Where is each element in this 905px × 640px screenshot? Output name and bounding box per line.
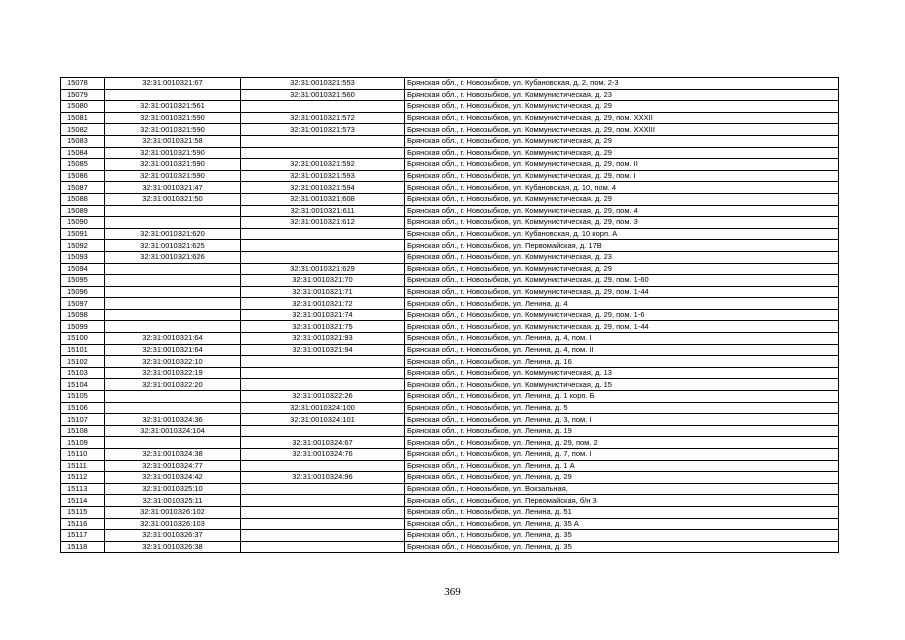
address-cell: Брянская обл., г. Новозыбков, ул. Кубановская, д. 10 корп. А (405, 228, 839, 240)
table-row (61, 135, 839, 147)
parcel-number-cell: 32:31:0010325:11 (105, 495, 241, 507)
table-row (61, 541, 839, 553)
address-cell: Брянская обл., г. Новозыбков, ул. Коммунистическая, д. 15 (405, 379, 839, 391)
parcel-number-cell (105, 217, 241, 229)
table-row (61, 483, 839, 495)
table-row (61, 437, 839, 449)
table-row (61, 78, 839, 90)
object-number-cell (241, 228, 405, 240)
parcel-number-cell: 32:31:0010324:77 (105, 460, 241, 472)
table-row (61, 344, 839, 356)
object-number-cell: 32:31:0010324:101 (241, 414, 405, 426)
table-row (61, 356, 839, 368)
address-cell: Брянская обл., г. Новозыбков, ул. Коммунистическая, д. 29, пом. XXXIII (405, 124, 839, 136)
table-row (61, 205, 839, 217)
row-number-cell: 15095 (61, 275, 105, 287)
row-number-cell: 15108 (61, 425, 105, 437)
row-number-cell: 15084 (61, 147, 105, 159)
object-number-cell (241, 495, 405, 507)
row-number-cell: 15094 (61, 263, 105, 275)
row-number-cell: 15080 (61, 101, 105, 113)
object-number-cell: 32:31:0010321:93 (241, 333, 405, 345)
parcel-number-cell (105, 275, 241, 287)
object-number-cell: 32:31:0010321:629 (241, 263, 405, 275)
row-number-cell: 15109 (61, 437, 105, 449)
object-number-cell (241, 518, 405, 530)
row-number-cell: 15099 (61, 321, 105, 333)
object-number-cell (241, 356, 405, 368)
table-row (61, 309, 839, 321)
address-cell: Брянская обл., г. Новозыбков, ул. Ленина, д. 1 А (405, 460, 839, 472)
table-row (61, 124, 839, 136)
address-cell: Брянская обл., г. Новозыбков, ул. Коммунистическая, д. 13 (405, 367, 839, 379)
address-cell: Брянская обл., г. Новозыбков, ул. Первомайская, д. 17В (405, 240, 839, 252)
row-number-cell: 15101 (61, 344, 105, 356)
parcel-number-cell: 32:31:0010321:561 (105, 101, 241, 113)
table-row (61, 228, 839, 240)
address-cell: Брянская обл., г. Новозыбков, ул. Коммунистическая, д. 29, пом. 3 (405, 217, 839, 229)
parcel-number-cell: 32:31:0010321:590 (105, 112, 241, 124)
parcel-number-cell: 32:31:0010324:38 (105, 449, 241, 461)
address-cell: Брянская обл., г. Новозыбков, ул. Коммунистическая, д. 29 (405, 101, 839, 113)
parcel-number-cell: 32:31:0010326:37 (105, 530, 241, 542)
object-number-cell (241, 101, 405, 113)
address-cell: Брянская обл., г. Новозыбков, ул. Ленина, д. 7, пом. I (405, 449, 839, 461)
object-number-cell: 32:31:0010321:608 (241, 193, 405, 205)
object-number-cell: 32:31:0010324:67 (241, 437, 405, 449)
page-number: 369 (444, 586, 461, 598)
address-cell: Брянская обл., г. Новозыбков, ул. Ленина, д. 51 (405, 506, 839, 518)
parcel-number-cell: 32:31:0010321:67 (105, 78, 241, 90)
object-number-cell (241, 425, 405, 437)
address-cell: Брянская обл., г. Новозыбков, ул. Коммунистическая, д. 23 (405, 89, 839, 101)
object-number-cell (241, 506, 405, 518)
row-number-cell: 15105 (61, 391, 105, 403)
row-number-cell: 15085 (61, 159, 105, 171)
row-number-cell: 15100 (61, 333, 105, 345)
parcel-number-cell: 32:31:0010326:103 (105, 518, 241, 530)
address-cell: Брянская обл., г. Новозыбков, ул. Ленина, д. 4 (405, 298, 839, 310)
parcel-number-cell: 32:31:0010321:58 (105, 135, 241, 147)
object-number-cell: 32:31:0010324:76 (241, 449, 405, 461)
row-number-cell: 15091 (61, 228, 105, 240)
table-row (61, 298, 839, 310)
object-number-cell (241, 483, 405, 495)
table-row (61, 449, 839, 461)
object-number-cell (241, 379, 405, 391)
address-cell: Брянская обл., г. Новозыбков, ул. Кубановская, д. 2, пом. 2-3 (405, 78, 839, 90)
table-row (61, 112, 839, 124)
object-number-cell: 32:31:0010321:611 (241, 205, 405, 217)
table-row (61, 460, 839, 472)
object-number-cell: 32:31:0010322:26 (241, 391, 405, 403)
address-cell: Брянская обл., г. Новозыбков, ул. Ленина, д. 16 (405, 356, 839, 368)
row-number-cell: 15083 (61, 135, 105, 147)
table-row (61, 414, 839, 426)
object-number-cell: 32:31:0010321:592 (241, 159, 405, 171)
row-number-cell: 15114 (61, 495, 105, 507)
table-row (61, 402, 839, 414)
table-row (61, 425, 839, 437)
parcel-number-cell: 32:31:0010321:590 (105, 170, 241, 182)
row-number-cell: 15087 (61, 182, 105, 194)
parcel-number-cell (105, 309, 241, 321)
parcel-number-cell (105, 298, 241, 310)
table-row (61, 193, 839, 205)
object-number-cell: 32:31:0010324:100 (241, 402, 405, 414)
parcel-number-cell (105, 205, 241, 217)
object-number-cell: 32:31:0010321:72 (241, 298, 405, 310)
object-number-cell (241, 240, 405, 252)
row-number-cell: 15081 (61, 112, 105, 124)
object-number-cell (241, 147, 405, 159)
row-number-cell: 15096 (61, 286, 105, 298)
address-cell: Брянская обл., г. Новозыбков, ул. Ленина, д. 5 (405, 402, 839, 414)
address-cell: Брянская обл., г. Новозыбков, ул. Ленина, д. 35 (405, 541, 839, 553)
table-row (61, 159, 839, 171)
row-number-cell: 15098 (61, 309, 105, 321)
address-cell: Брянская обл., г. Новозыбков, ул. Коммунистическая, д. 29 (405, 135, 839, 147)
row-number-cell: 15118 (61, 541, 105, 553)
object-number-cell: 32:31:0010321:74 (241, 309, 405, 321)
parcel-number-cell: 32:31:0010321:590 (105, 124, 241, 136)
parcel-number-cell (105, 437, 241, 449)
table-row (61, 472, 839, 484)
address-cell: Брянская обл., г. Новозыбков, ул. Ленина, д. 29 (405, 472, 839, 484)
address-cell: Брянская обл., г. Новозыбков, ул. Ленина, д. 4, пом. II (405, 344, 839, 356)
parcel-number-cell (105, 391, 241, 403)
table-body (61, 78, 839, 553)
table-row (61, 506, 839, 518)
parcel-number-cell: 32:31:0010321:590 (105, 159, 241, 171)
row-number-cell: 15103 (61, 367, 105, 379)
address-cell: Брянская обл., г. Новозыбков, ул. Коммунистическая, д. 29 (405, 193, 839, 205)
address-cell: Брянская обл., г. Новозыбков, ул. Коммунистическая, д. 29 (405, 263, 839, 275)
object-number-cell (241, 135, 405, 147)
parcel-number-cell: 32:31:0010326:102 (105, 506, 241, 518)
address-cell: Брянская обл., г. Новозыбков, ул. Коммунистическая, д. 29, пом. 1-60 (405, 275, 839, 287)
address-cell: Брянская обл., г. Новозыбков, ул. Ленина, д. 35 (405, 530, 839, 542)
parcel-number-cell: 32:31:0010325:10 (105, 483, 241, 495)
object-number-cell: 32:31:0010321:593 (241, 170, 405, 182)
object-number-cell: 32:31:0010324:96 (241, 472, 405, 484)
row-number-cell: 15078 (61, 78, 105, 90)
object-number-cell: 32:31:0010321:75 (241, 321, 405, 333)
parcel-number-cell: 32:31:0010324:36 (105, 414, 241, 426)
parcel-number-cell (105, 286, 241, 298)
address-cell: Брянская обл., г. Новозыбков, ул. Первомайская, б/н 3 (405, 495, 839, 507)
table-row (61, 101, 839, 113)
parcel-number-cell: 32:31:0010321:64 (105, 333, 241, 345)
object-number-cell (241, 530, 405, 542)
parcel-number-cell: 32:31:0010321:47 (105, 182, 241, 194)
row-number-cell: 15090 (61, 217, 105, 229)
address-cell: Брянская обл., г. Новозыбков, ул. Ленина, д. 19 (405, 425, 839, 437)
parcel-number-cell (105, 89, 241, 101)
parcel-number-cell (105, 263, 241, 275)
row-number-cell: 15110 (61, 449, 105, 461)
parcel-number-cell: 32:31:0010324:42 (105, 472, 241, 484)
row-number-cell: 15079 (61, 89, 105, 101)
table-row (61, 89, 839, 101)
address-cell: Брянская обл., г. Новозыбков, ул. Вокзальная, (405, 483, 839, 495)
row-number-cell: 15082 (61, 124, 105, 136)
address-cell: Брянская обл., г. Новозыбков, ул. Ленина, д. 29, пом. 2 (405, 437, 839, 449)
object-number-cell: 32:31:0010321:573 (241, 124, 405, 136)
table-row (61, 391, 839, 403)
parcel-number-cell: 32:31:0010321:620 (105, 228, 241, 240)
parcel-number-cell: 32:31:0010324:104 (105, 425, 241, 437)
address-cell: Брянская обл., г. Новозыбков, ул. Ленина, д. 35 А (405, 518, 839, 530)
table-row (61, 379, 839, 391)
row-number-cell: 15092 (61, 240, 105, 252)
parcel-number-cell: 32:31:0010322:20 (105, 379, 241, 391)
table-row (61, 530, 839, 542)
table-row (61, 147, 839, 159)
address-cell: Брянская обл., г. Новозыбков, ул. Коммунистическая, д. 29, пом. 1-44 (405, 286, 839, 298)
address-cell: Брянская обл., г. Новозыбков, ул. Ленина, д. 4, пом. I (405, 333, 839, 345)
parcel-number-cell: 32:31:0010321:626 (105, 251, 241, 263)
parcel-number-cell: 32:31:0010321:590 (105, 147, 241, 159)
parcel-number-cell (105, 321, 241, 333)
row-number-cell: 15104 (61, 379, 105, 391)
table-row (61, 518, 839, 530)
address-cell: Брянская обл., г. Новозыбков, ул. Коммунистическая, д. 29 (405, 147, 839, 159)
address-cell: Брянская обл., г. Новозыбков, ул. Коммунистическая, д. 29, пом. I (405, 170, 839, 182)
row-number-cell: 15116 (61, 518, 105, 530)
parcel-number-cell: 32:31:0010321:64 (105, 344, 241, 356)
object-number-cell (241, 367, 405, 379)
address-cell: Брянская обл., г. Новозыбков, ул. Коммунистическая, д. 29, пом. XXXII (405, 112, 839, 124)
object-number-cell: 32:31:0010321:71 (241, 286, 405, 298)
table-row (61, 275, 839, 287)
row-number-cell: 15107 (61, 414, 105, 426)
parcel-number-cell: 32:31:0010321:625 (105, 240, 241, 252)
table-row (61, 251, 839, 263)
table-row (61, 333, 839, 345)
table-row (61, 217, 839, 229)
address-cell: Брянская обл., г. Новозыбков, ул. Коммунистическая, д. 29, пом. 1-44 (405, 321, 839, 333)
object-number-cell (241, 541, 405, 553)
address-cell: Брянская обл., г. Новозыбков, ул. Кубановская, д. 10, пом. 4 (405, 182, 839, 194)
address-cell: Брянская обл., г. Новозыбков, ул. Ленина, д. 3, пом. I (405, 414, 839, 426)
row-number-cell: 15112 (61, 472, 105, 484)
parcel-number-cell: 32:31:0010322:10 (105, 356, 241, 368)
row-number-cell: 15106 (61, 402, 105, 414)
parcel-number-cell (105, 402, 241, 414)
parcel-number-cell: 32:31:0010322:19 (105, 367, 241, 379)
object-number-cell (241, 460, 405, 472)
row-number-cell: 15111 (61, 460, 105, 472)
parcel-number-cell: 32:31:0010321:50 (105, 193, 241, 205)
address-cell: Брянская обл., г. Новозыбков, ул. Коммунистическая, д. 29, пом. 1-6 (405, 309, 839, 321)
table-row (61, 170, 839, 182)
table-row (61, 240, 839, 252)
table-row (61, 263, 839, 275)
row-number-cell: 15086 (61, 170, 105, 182)
table-row (61, 321, 839, 333)
row-number-cell: 15097 (61, 298, 105, 310)
property-table (60, 77, 839, 553)
table-row (61, 286, 839, 298)
object-number-cell: 32:31:0010321:560 (241, 89, 405, 101)
address-cell: Брянская обл., г. Новозыбков, ул. Коммунистическая, д. 29, пом. II (405, 159, 839, 171)
table-row (61, 182, 839, 194)
address-cell: Брянская обл., г. Новозыбков, ул. Ленина, д. 1 корп. Б (405, 391, 839, 403)
row-number-cell: 15115 (61, 506, 105, 518)
object-number-cell: 32:31:0010321:70 (241, 275, 405, 287)
row-number-cell: 15117 (61, 530, 105, 542)
object-number-cell: 32:31:0010321:553 (241, 78, 405, 90)
object-number-cell: 32:31:0010321:612 (241, 217, 405, 229)
row-number-cell: 15113 (61, 483, 105, 495)
object-number-cell (241, 251, 405, 263)
object-number-cell: 32:31:0010321:94 (241, 344, 405, 356)
object-number-cell: 32:31:0010321:572 (241, 112, 405, 124)
parcel-number-cell: 32:31:0010326:38 (105, 541, 241, 553)
address-cell: Брянская обл., г. Новозыбков, ул. Коммунистическая, д. 29, пом. 4 (405, 205, 839, 217)
row-number-cell: 15102 (61, 356, 105, 368)
row-number-cell: 15093 (61, 251, 105, 263)
address-cell: Брянская обл., г. Новозыбков, ул. Коммунистическая, д. 23 (405, 251, 839, 263)
table-row (61, 495, 839, 507)
row-number-cell: 15088 (61, 193, 105, 205)
object-number-cell: 32:31:0010321:594 (241, 182, 405, 194)
row-number-cell: 15089 (61, 205, 105, 217)
table-row (61, 367, 839, 379)
